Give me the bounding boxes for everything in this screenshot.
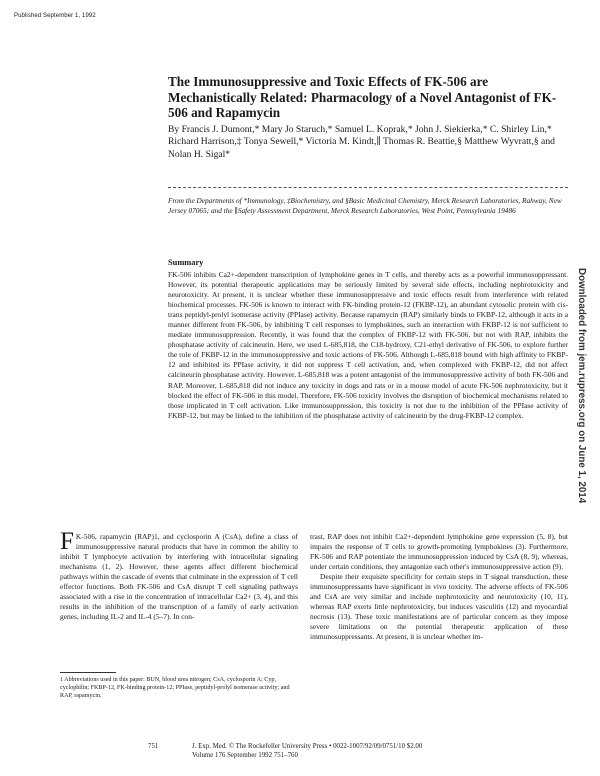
journal-citation: J. Exp. Med. © The Rockefeller University Press • 0022-1007/92/09/0751/10 $2.00 (192, 743, 423, 750)
affiliations: From the Departments of *Immunology, ‡Biochemistry, and §Basic Medicinal Chemistry, Merck Research Laboratories, Rahway, New Jersey 07065; and the ∥Safety Assessment Department, Merck Research Laboratories, West Point, Pennsylvania 19486 (168, 196, 562, 216)
summary-heading: Summary (168, 258, 204, 267)
body-column-left: FK-506, rapamycin (RAP)1, and cyclosporin A (CsA), define a class of immunosuppressive natural products that have in common the ability to inhibit T lymphocyte activation by interfering with intracellular signaling mechanisms (1, 2). However, these agents affect different biochemical pathways within the cascade of events that culminate in the expression of T cell effector functions. Both FK-506 and CsA disrupt T cell signaling pathways associated with a rise in the concentration of intracellular Ca2+ (3, 4), and this results in the inhibition of the transcription of a family of early activation genes, including IL-2 and IL-4 (5–7). In con- (60, 528, 298, 622)
volume-info: Volume 176 September 1992 751–760 (192, 752, 298, 759)
footnote-divider (60, 672, 116, 673)
body-paragraph: trast, RAP does not inhibit Ca2+-dependent lymphokine gene expression (5, 8), but impairs the response of T cells to growth-promoting lymphokines (3). Furthermore, FK-506 and RAP potentiate the immunosuppression induced by CsA (8, 9), whereas, under certain conditions, they antagonize each other's immunosuppressive action (9). (310, 532, 568, 572)
body-column-right (310, 532, 568, 643)
page-number: 751 (148, 743, 159, 750)
download-watermark-text: Downloaded from jem.rupress.org on June 1, 2014 (576, 268, 587, 504)
header-divider (168, 187, 568, 188)
article-title: The Immunosuppressive and Toxic Effects of FK-506 are Mechanistically Related: Pharmacology of a Novel Antagonist of FK-506 and Rapamycin (168, 74, 557, 121)
author-list: By Francis J. Dumont,* Mary Jo Staruch,* Samuel L. Koprak,* John J. Siekierka,* C. Shirley Lin,* Richard Harrison,‡ Tonya Sewell,* Victoria M. Kindt,∥ Thomas R. Beattie,§ Matthew Wyvratt,§ and Nolan H. Sigal* (168, 124, 555, 160)
body-paragraph: Despite their exquisite specificity for certain steps in T signal transduction, these immunosuppressants have significant in vivo toxicity. The adverse effects of FK-506 and CsA are very similar and include nephrotoxicity and neurotoxicity (10, 11), whereas RAP exerts little nephrotoxicity, but induces vasculitis (12) and myocardial necrosis (13). These toxic manifestations are of particular concern as they impose severe limitations on the potential therapeutic application of these immunosuppressants. At present, it is unclear whether im- (310, 572, 568, 642)
summary-abstract: FK-506 inhibits Ca2+-dependent transcription of lymphokine genes in T cells, and thereby acts as a powerful immunosuppressant. However, its potential therapeutic applications may be seriously limited by several side effects, including nephrotoxicity and neurotoxicity. At present, it is unclear whether these immunosuppressive and toxic effects result from interference with related biochemical processes. FK-506 is known to interact with FK-binding protein-12 (FKBP-12), an abundant cytosolic protein with cis-trans peptidyl-prolyl isomerase activity (PPIase) activity. Because rapamycin (RAP) similarly binds to FKBP-12, although it acts in a manner different from FK-506, by inhibiting T cell responses to lymphokines, such an interaction with FKBP-12 is not sufficient to mediate immunosuppression. Recently, it was found that the complex of FKBP-12 with FK-506, but not with RAP, inhibits the phosphatase activity of calcineurin. Here, we used L-685,818, the C18-hydroxy, C21-ethyl derivative of FK-506, to explore further the role of FKBP-12 in the immunosuppressive and toxic actions of FK-506. Although L-685,818 bound with high affinity to FKBP-12 and inhibited its PPIase activity, it did not suppress T cell activation, and, when complexed with FKBP-12, did not affect calcineurin phosphatase activity. However, L-685,818 was a potent antagonist of the immunosuppressive activity of both FK-506 and RAP. Moreover, L-685,818 did not induce any toxicity in dogs and rats or in a mouse model of acute FK-506 nephrotoxicity, but it blocked the effect of FK-506 in this model. Therefore, FK-506 toxicity involves the disruption of biochemical mechanisms related to those implicated in T cell activation. Like immunosuppression, this toxicity is not due to the inhibition of the PPIase activity of FKBP-12, but may be linked to the inhibition of the phosphatase activity of calcineurin by the drug-FKBP-12 complex. (168, 270, 568, 420)
download-watermark (576, 268, 588, 708)
abbreviations-footnote: 1 Abbreviations used in this paper: BUN, blood urea nitrogen; CsA, cyclosporin A; Cyp, cyclophilin; FKBP-12, FK-binding protein-12; PPIase, peptidyl-prolyl isomerase activity; and RAP, rapamycin. (60, 677, 290, 700)
published-date-note: Published September 1, 1992 (14, 13, 96, 19)
